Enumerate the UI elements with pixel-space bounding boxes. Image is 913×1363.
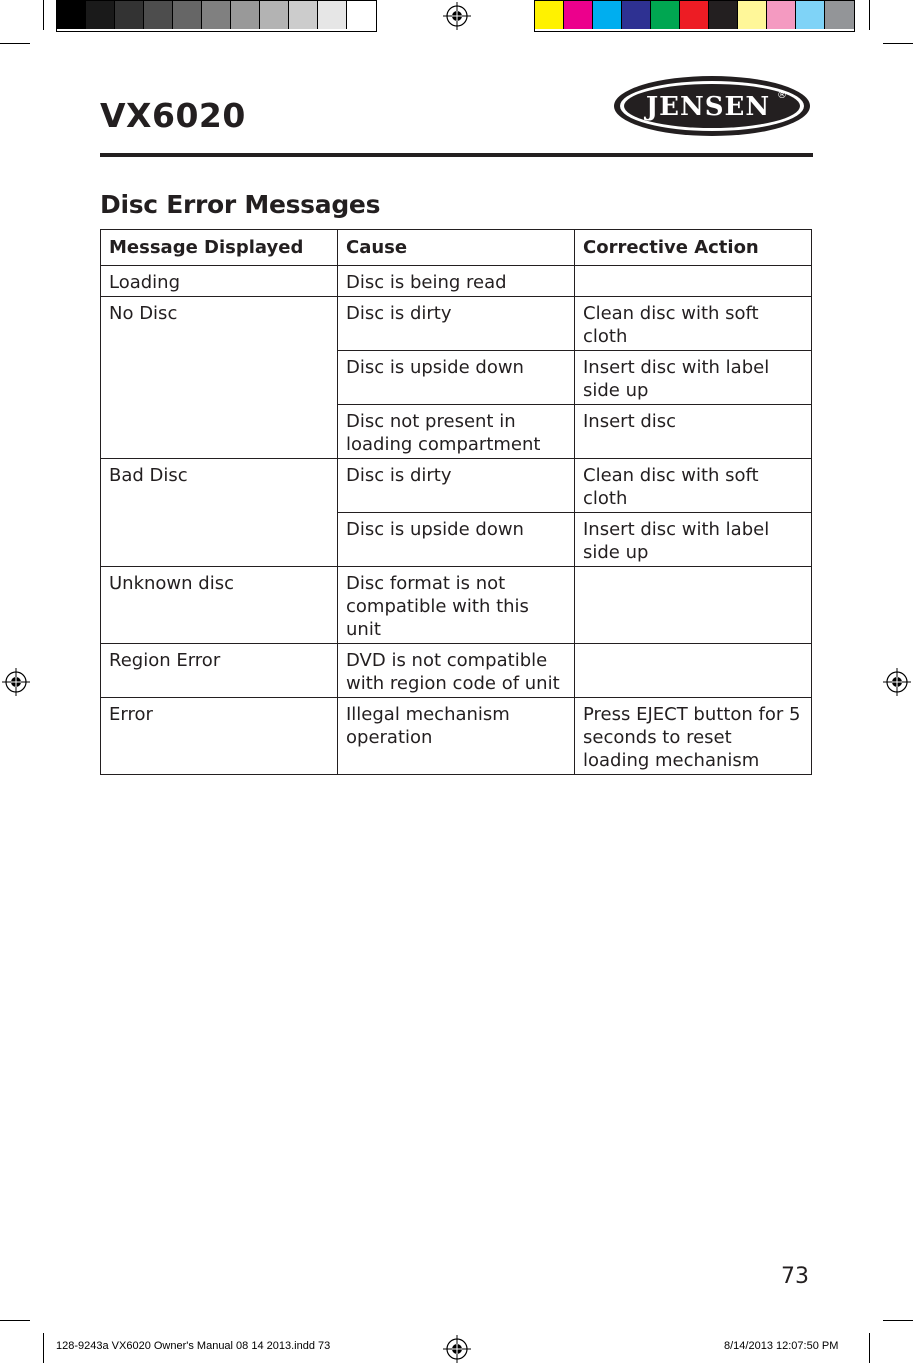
color-swatch-bar: [534, 0, 855, 32]
action-cell: Insert disc: [575, 405, 812, 459]
table-row: [101, 567, 812, 644]
crop-mark: [869, 1333, 870, 1363]
cause-cell: Disc is dirty: [338, 459, 575, 513]
message-cell: Region Error: [101, 644, 338, 698]
logo-registered-mark: ®: [777, 90, 787, 101]
page-number: 73: [781, 1264, 809, 1289]
registration-mark-icon: [443, 2, 471, 30]
cause-cell: Disc is upside down: [338, 351, 575, 405]
column-header: Message Displayed: [101, 230, 338, 266]
color-swatch: [767, 1, 796, 29]
message-cell: Unknown disc: [101, 567, 338, 644]
crop-mark: [883, 1320, 913, 1321]
crop-mark: [883, 43, 913, 44]
action-cell: Clean disc with soft cloth: [575, 459, 812, 513]
gray-swatch: [347, 1, 376, 29]
gray-swatch: [202, 1, 231, 29]
gray-swatch: [260, 1, 289, 29]
message-cell: No Disc: [101, 297, 338, 459]
cause-cell: DVD is not compatible with region code of unit: [338, 644, 575, 698]
action-cell: [575, 644, 812, 698]
gray-swatch: [86, 1, 115, 29]
cause-cell: Illegal mechanism operation: [338, 698, 575, 775]
cause-cell: Disc not present in loading compartment: [338, 405, 575, 459]
header-rule: [100, 153, 813, 157]
table-row: [101, 297, 812, 351]
cause-cell: Disc is upside down: [338, 513, 575, 567]
cause-cell: Disc is dirty: [338, 297, 575, 351]
color-swatch: [680, 1, 709, 29]
action-cell: Insert disc with label side up: [575, 351, 812, 405]
crop-mark: [0, 1320, 30, 1321]
color-swatch: [796, 1, 825, 29]
action-cell: Press EJECT button for 5 seconds to reset loading mechanism: [575, 698, 812, 775]
gray-swatch: [57, 1, 86, 29]
action-cell: Clean disc with soft cloth: [575, 297, 812, 351]
color-swatch: [738, 1, 767, 29]
color-swatch: [593, 1, 622, 29]
registration-mark-icon: [883, 668, 911, 696]
message-cell: Loading: [101, 266, 338, 297]
action-cell: Insert disc with label side up: [575, 513, 812, 567]
table-row: [101, 698, 812, 775]
cause-cell: Disc is being read: [338, 266, 575, 297]
jensen-logo: [612, 74, 812, 138]
crop-mark: [869, 0, 870, 30]
cause-cell: Disc format is not compatible with this unit: [338, 567, 575, 644]
section-title: Disc Error Messages: [100, 190, 381, 219]
action-cell: [575, 266, 812, 297]
column-header: Corrective Action: [575, 230, 812, 266]
registration-mark-icon: [443, 1335, 471, 1363]
table-header-row: [101, 230, 812, 266]
crop-mark: [43, 1333, 44, 1363]
registration-mark-icon: [2, 668, 30, 696]
color-swatch: [825, 1, 854, 29]
message-cell: Error: [101, 698, 338, 775]
crop-mark: [43, 0, 44, 30]
logo-text: JENSEN: [645, 92, 771, 122]
print-slug-filename: 128-9243a VX6020 Owner's Manual 08 14 2013.indd 73: [56, 1340, 331, 1352]
table-row: [101, 459, 812, 513]
color-swatch: [535, 1, 564, 29]
gray-swatch: [173, 1, 202, 29]
disc-error-table: [100, 229, 812, 775]
action-cell: [575, 567, 812, 644]
message-cell: Bad Disc: [101, 459, 338, 567]
model-title: VX6020: [100, 96, 246, 135]
color-swatch: [651, 1, 680, 29]
print-slug-timestamp: 8/14/2013 12:07:50 PM: [724, 1340, 839, 1352]
gray-swatch: [231, 1, 260, 29]
gray-swatch: [144, 1, 173, 29]
table-row: [101, 266, 812, 297]
gray-swatch-bar: [56, 0, 377, 32]
color-swatch: [709, 1, 738, 29]
color-swatch: [622, 1, 651, 29]
column-header: Cause: [338, 230, 575, 266]
crop-mark: [0, 43, 30, 44]
gray-swatch: [318, 1, 347, 29]
color-swatch: [564, 1, 593, 29]
gray-swatch: [289, 1, 318, 29]
gray-swatch: [115, 1, 144, 29]
table-row: [101, 644, 812, 698]
